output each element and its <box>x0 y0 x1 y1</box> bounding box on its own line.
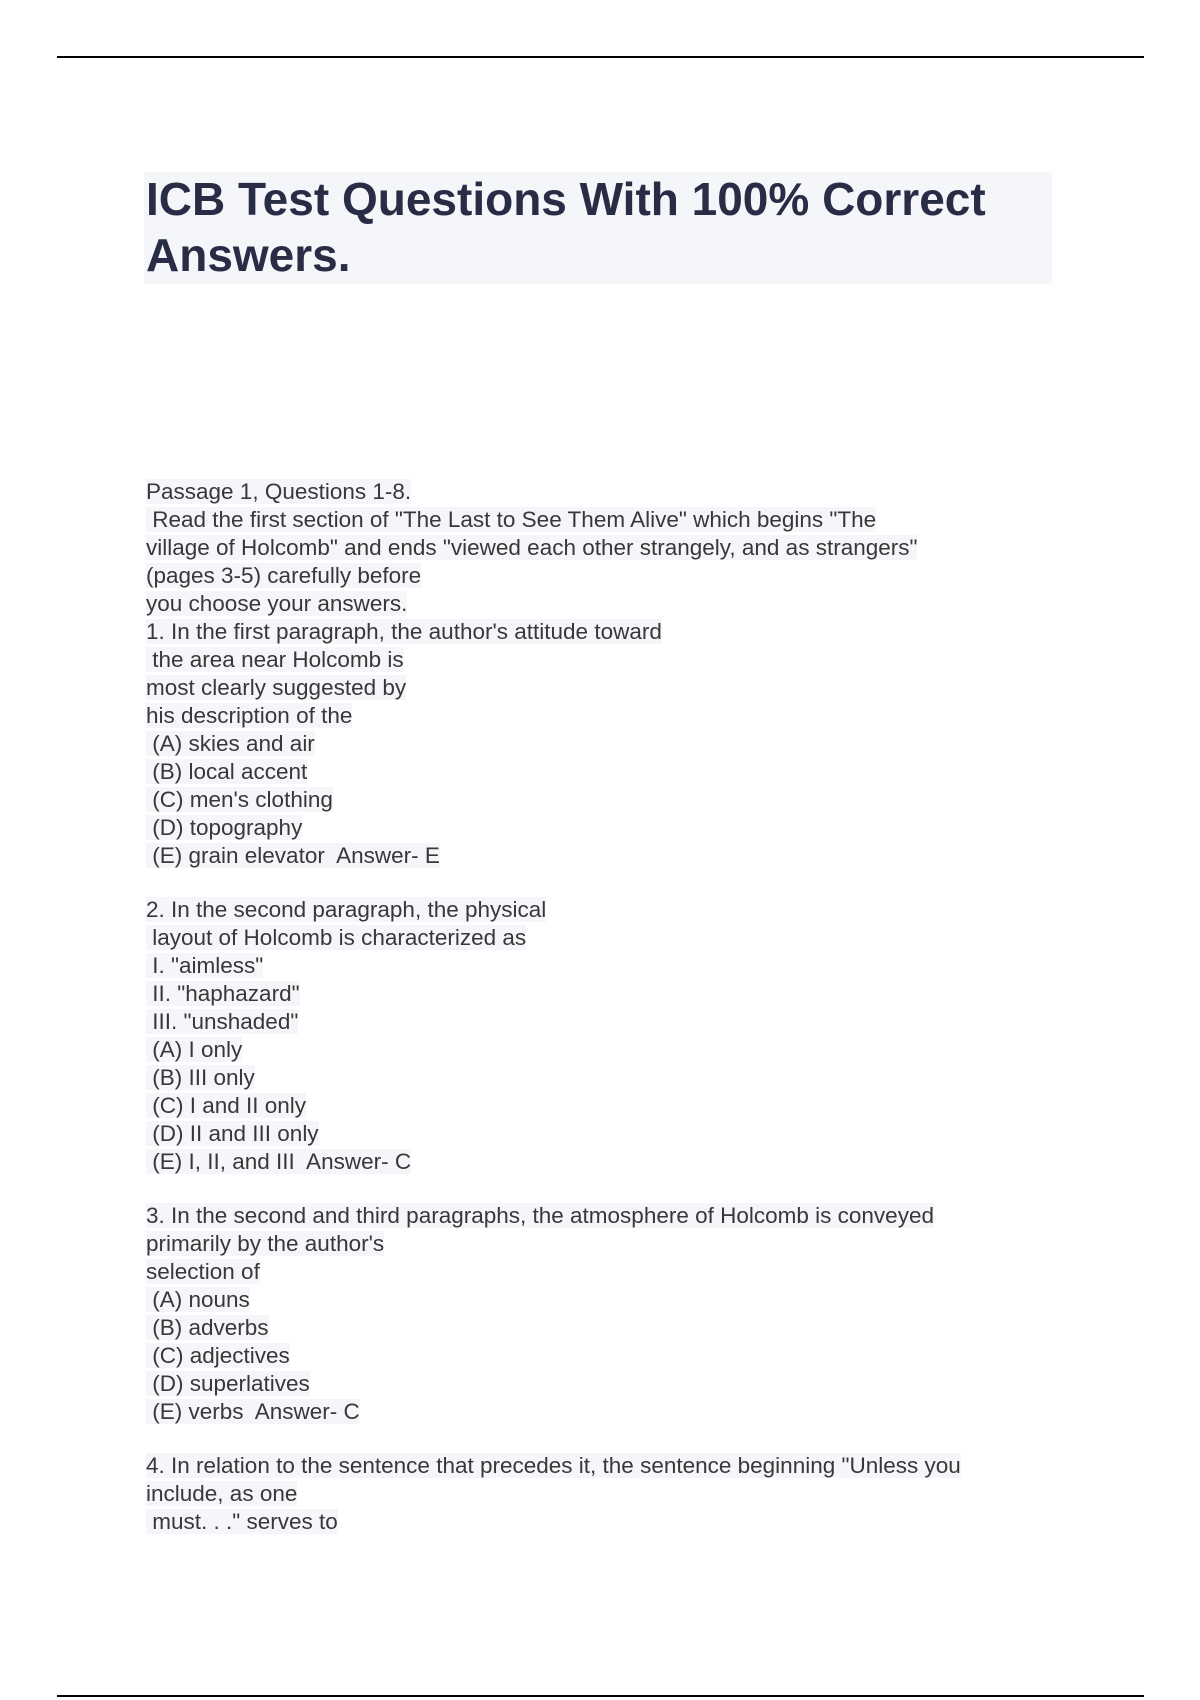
text-line <box>146 478 1046 506</box>
question-1-block <box>146 478 1046 870</box>
text-line <box>146 896 1046 924</box>
passage-heading: Passage 1, Questions 1-8. <box>146 479 412 504</box>
question-1-stem: the area near Holcomb is <box>146 647 404 672</box>
text-line <box>146 618 1046 646</box>
question-2-item: I. "aimless" <box>146 953 264 978</box>
question-1-stem: most clearly suggested by <box>146 675 407 700</box>
document-body <box>146 478 1046 1536</box>
question-3-stem: primarily by the author's <box>146 1231 385 1256</box>
question-2-option: (D) II and III only <box>146 1121 319 1146</box>
question-1-option: (B) local accent <box>146 759 308 784</box>
text-line <box>146 674 1046 702</box>
passage-instruction: you choose your answers. <box>146 591 408 616</box>
text-line <box>146 980 1046 1008</box>
question-2-option: (A) I only <box>146 1037 243 1062</box>
question-1-stem: 1. In the first paragraph, the author's attitude toward <box>146 619 662 644</box>
text-line <box>146 1398 1046 1426</box>
question-3-block <box>146 1202 1046 1426</box>
text-line <box>146 814 1046 842</box>
question-1-option: (A) skies and air <box>146 731 315 756</box>
question-2-block <box>146 896 1046 1176</box>
text-line <box>146 758 1046 786</box>
question-4-stem: 4. In relation to the sentence that precedes it, the sentence beginning "Unless you <box>146 1453 961 1478</box>
question-1-option: (D) topography <box>146 815 303 840</box>
text-line <box>146 924 1046 952</box>
question-2-stem: 2. In the second paragraph, the physical <box>146 897 547 922</box>
passage-instruction: village of Holcomb" and ends "viewed each other strangely, and as strangers" <box>146 535 918 560</box>
question-3-option: (A) nouns <box>146 1287 250 1312</box>
text-line <box>146 1286 1046 1314</box>
title-line-2: Answers. <box>146 229 351 281</box>
question-3-option: (D) superlatives <box>146 1371 310 1396</box>
question-4-block <box>146 1452 1046 1536</box>
text-line <box>146 1148 1046 1176</box>
text-line <box>146 534 1046 562</box>
text-line <box>146 1342 1046 1370</box>
text-line <box>146 786 1046 814</box>
question-3-stem: 3. In the second and third paragraphs, the atmosphere of Holcomb is conveyed <box>146 1203 934 1228</box>
document-title <box>146 171 1046 283</box>
question-3-option: (B) adverbs <box>146 1315 269 1340</box>
text-line <box>146 506 1046 534</box>
header-rule <box>57 56 1144 58</box>
text-line <box>146 1314 1046 1342</box>
text-line <box>146 1480 1046 1508</box>
question-2-item: III. "unshaded" <box>146 1009 299 1034</box>
question-3-option-answer: (E) verbs Answer- C <box>146 1399 360 1424</box>
text-line <box>146 1036 1046 1064</box>
text-line <box>146 1508 1046 1536</box>
question-2-item: II. "haphazard" <box>146 981 300 1006</box>
text-line <box>146 842 1046 870</box>
question-2-option: (B) III only <box>146 1065 255 1090</box>
footer-rule <box>57 1695 1144 1697</box>
text-line <box>146 1452 1046 1480</box>
text-line <box>146 646 1046 674</box>
title-line-1: ICB Test Questions With 100% Correct <box>146 173 986 225</box>
text-line <box>146 1008 1046 1036</box>
question-4-stem: include, as one <box>146 1481 298 1506</box>
passage-instruction: Read the first section of "The Last to See Them Alive" which begins "The <box>146 507 877 532</box>
question-1-option: (C) men's clothing <box>146 787 333 812</box>
question-1-stem: his description of the <box>146 703 353 728</box>
text-line <box>146 1092 1046 1120</box>
text-line <box>146 1230 1046 1258</box>
question-2-stem: layout of Holcomb is characterized as <box>146 925 527 950</box>
text-line <box>146 562 1046 590</box>
text-line <box>146 702 1046 730</box>
question-2-option: (C) I and II only <box>146 1093 307 1118</box>
question-1-option-answer: (E) grain elevator Answer- E <box>146 843 440 868</box>
text-line <box>146 730 1046 758</box>
text-line <box>146 1064 1046 1092</box>
question-4-stem: must. . ." serves to <box>146 1509 338 1534</box>
text-line <box>146 1202 1046 1230</box>
text-line <box>146 1370 1046 1398</box>
text-line <box>146 1258 1046 1286</box>
text-line <box>146 952 1046 980</box>
question-2-option-answer: (E) I, II, and III Answer- C <box>146 1149 412 1174</box>
passage-instruction: (pages 3-5) carefully before <box>146 563 422 588</box>
text-line <box>146 590 1046 618</box>
text-line <box>146 1120 1046 1148</box>
question-3-stem: selection of <box>146 1259 260 1284</box>
question-3-option: (C) adjectives <box>146 1343 290 1368</box>
